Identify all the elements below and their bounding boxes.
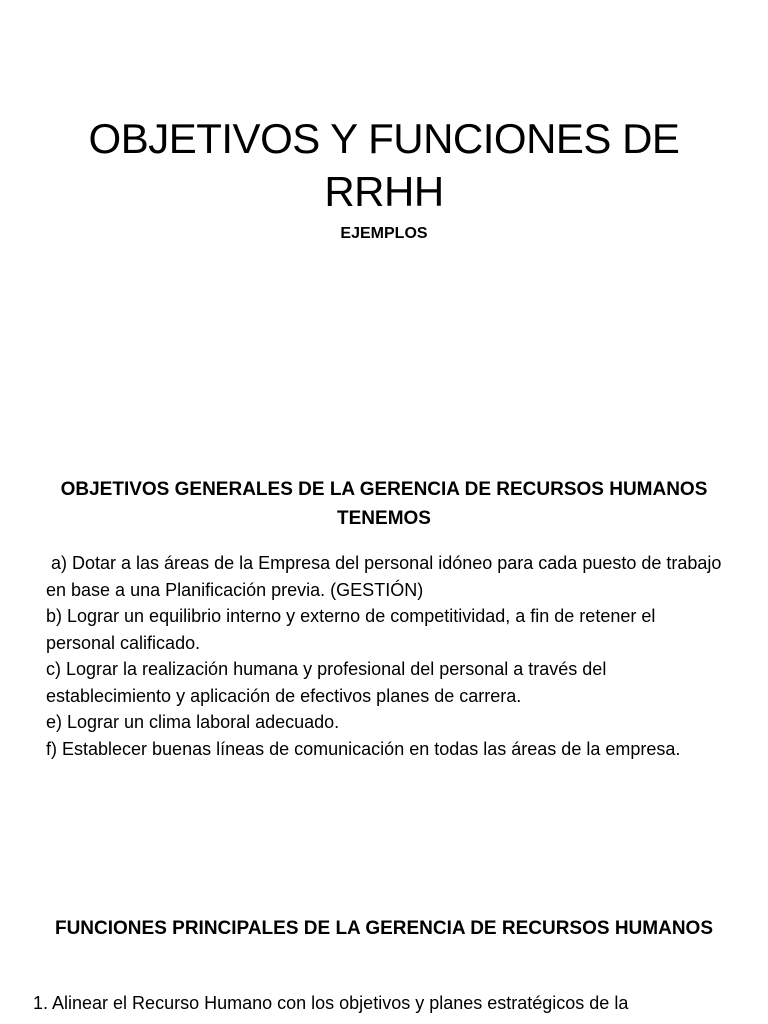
list-item: f) Establecer buenas líneas de comunicación en todas las áreas de la empresa. (46, 738, 681, 759)
funciones-list (33, 990, 753, 1017)
funciones-heading: FUNCIONES PRINCIPALES DE LA GERENCIA DE RECURSOS HUMANOS (54, 918, 713, 939)
page-title: OBJETIVOS Y FUNCIONES DE RRHH (88, 115, 680, 215)
list-item: c) Lograr la realización humana y profesional del personal a través del establecimiento y aplicación de efectivos planes de carrera. (46, 659, 607, 706)
list-item: e) Lograr un clima laboral adecuado. (46, 712, 340, 732)
page-subtitle: EJEMPLOS (340, 225, 428, 242)
objetivos-list (46, 550, 726, 762)
objetivos-heading: OBJETIVOS GENERALES DE LA GERENCIA DE RECURSOS HUMANOS TENEMOS (60, 479, 708, 529)
list-item: b) Lograr un equilibrio interno y externo de competitividad, a fin de retener el personal calificado. (46, 606, 656, 653)
list-item: a) Dotar a las áreas de la Empresa del personal idóneo para cada puesto de trabajo en base a una Planificación previa. (GESTIÓN) (46, 553, 722, 600)
list-item: 1. Alinear el Recurso Humano con los objetivos y planes estratégicos de la (33, 993, 629, 1013)
